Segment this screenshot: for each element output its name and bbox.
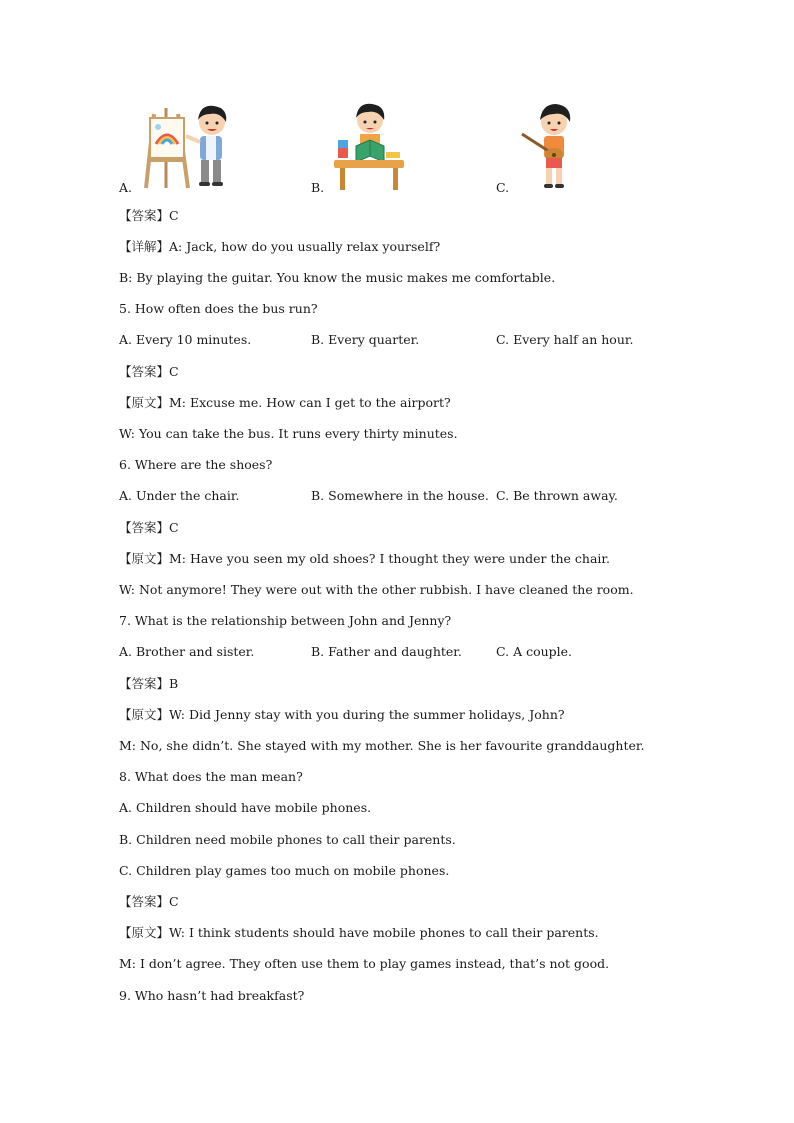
q8-option-c: C. Children play games too much on mobile phones. (119, 863, 450, 878)
q5-option-b: B. Every quarter. (311, 332, 420, 347)
q4-detail-line1: 【详解】A: Jack, how do you usually relax yourself? (119, 239, 441, 254)
q4-option-b-label: B. (311, 180, 325, 195)
q8-transcript-line2: M: I don’t agree. They often use them to play games instead, that’s not good. (119, 956, 610, 971)
q4-option-a-label: A. (119, 180, 133, 195)
q8-answer: 【答案】C (119, 894, 179, 909)
q6-option-a: A. Under the chair. (119, 488, 240, 503)
picture-boy-guitar-icon (516, 100, 582, 192)
q9-question: 9. Who hasn’t had breakfast? (119, 988, 305, 1003)
q6-answer: 【答案】C (119, 520, 179, 535)
q7-option-b: B. Father and daughter. (311, 644, 462, 659)
q7-transcript-line2: M: No, she didn’t. She stayed with my mother. She is her favourite granddaughter. (119, 738, 645, 753)
q5-option-a: A. Every 10 minutes. (119, 332, 252, 347)
q6-question: 6. Where are the shoes? (119, 457, 273, 472)
q5-answer: 【答案】C (119, 364, 179, 379)
q6-option-c: C. Be thrown away. (496, 488, 618, 503)
q5-question: 5. How often does the bus run? (119, 301, 318, 316)
q4-option-c-label: C. (496, 180, 510, 195)
picture-boy-reading-icon (332, 100, 406, 192)
q4-answer: 【答案】C (119, 208, 179, 223)
q5-transcript-line2: W: You can take the bus. It runs every thirty minutes. (119, 426, 458, 441)
q4-detail-line2: B: By playing the guitar. You know the music makes me comfortable. (119, 270, 556, 285)
q8-transcript-line1: 【原文】W: I think students should have mobile phones to call their parents. (119, 925, 599, 940)
q7-option-a: A. Brother and sister. (119, 644, 255, 659)
q7-question: 7. What is the relationship between John and Jenny? (119, 613, 452, 628)
q8-option-b: B. Children need mobile phones to call their parents. (119, 832, 456, 847)
picture-boy-painting-icon (140, 100, 236, 192)
q5-transcript-line1: 【原文】M: Excuse me. How can I get to the airport? (119, 395, 451, 410)
q6-option-b: B. Somewhere in the house. (311, 488, 489, 503)
q8-question: 8. What does the man mean? (119, 769, 303, 784)
q6-transcript-line2: W: Not anymore! They were out with the other rubbish. I have cleaned the room. (119, 582, 634, 597)
q7-answer: 【答案】B (119, 676, 179, 691)
q7-transcript-line1: 【原文】W: Did Jenny stay with you during the summer holidays, John? (119, 707, 565, 722)
q5-option-c: C. Every half an hour. (496, 332, 634, 347)
q7-option-c: C. A couple. (496, 644, 573, 659)
q6-transcript-line1: 【原文】M: Have you seen my old shoes? I thought they were under the chair. (119, 551, 611, 566)
q8-option-a: A. Children should have mobile phones. (119, 800, 372, 815)
